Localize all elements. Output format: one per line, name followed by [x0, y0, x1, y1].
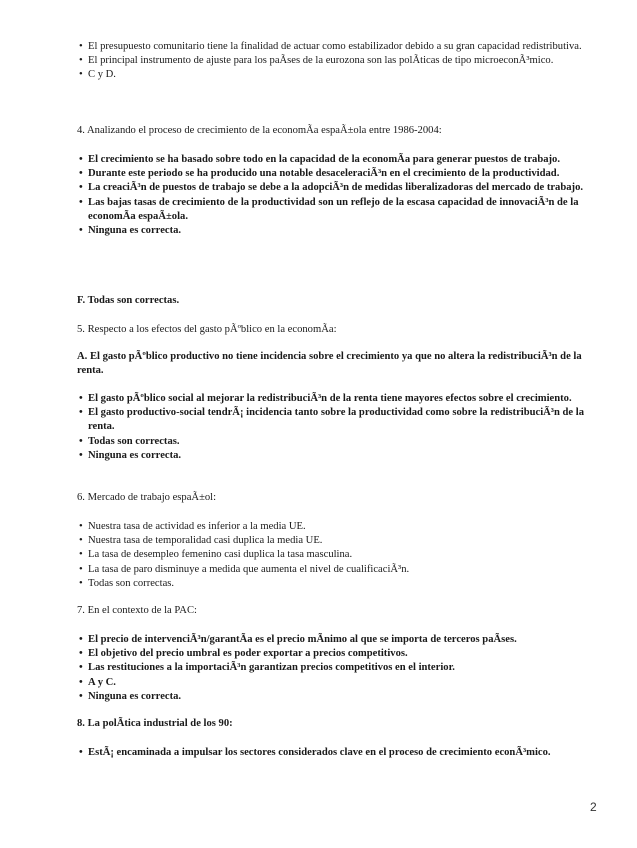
- list-item: [79, 449, 599, 463]
- list-item-text: • EstÃ¡ encaminada a impulsar los sectores considerados clave en el proceso de crecimiento econÃ³mico.: [88, 747, 551, 758]
- list-item-text: • El presupuesto comunitario tiene la finalidad de actuar como estabilizador debido a su gran capacidad redistributiva.: [88, 41, 582, 52]
- list-item: [79, 563, 599, 577]
- question-8-options: [79, 746, 599, 760]
- list-item-text: • C y D.: [88, 69, 116, 81]
- list-item: [79, 633, 599, 647]
- list-item: [79, 435, 599, 449]
- list-item-text: • Durante este periodo se ha producido una notable desaceleraciÃ³n en el crecimiento de la productividad.: [88, 168, 560, 180]
- question-4-options: [79, 153, 599, 238]
- question-5-options: [79, 392, 599, 463]
- list-item: [79, 196, 599, 224]
- list-item: [79, 577, 599, 591]
- question-4: 4. Analizando el proceso de crecimiento de la economÃa espaÃ±ola entre 1986-2004:: [77, 125, 442, 136]
- list-item-text: • La tasa de paro disminuye a medida que aumenta el nivel de cualificaciÃ³n.: [88, 563, 410, 575]
- list-item-text: • A y C.: [88, 676, 116, 688]
- list-item: [79, 661, 599, 675]
- list-item-text: • Todas son correctas.: [88, 577, 175, 589]
- question-7-options: [79, 633, 599, 704]
- question-8: 8. La polÃtica industrial de los 90:: [77, 718, 233, 729]
- list-item-text: • Todas son correctas.: [88, 435, 180, 447]
- list-item-text: • La tasa de desempleo femenino casi duplica la tasa masculina.: [88, 549, 353, 561]
- list-item: [79, 676, 599, 690]
- list-item: [79, 40, 599, 54]
- list-item-text: • El crecimiento se ha basado sobre todo en la capacidad de la economÃa para generar puestos de trabajo.: [88, 154, 560, 165]
- list-item: [79, 68, 599, 82]
- question-4-answer: F. Todas son correctas.: [77, 295, 180, 306]
- list-item: [79, 520, 599, 534]
- list-item-text: • Las restituciones a la importaciÃ³n garantizan precios competitivos en el interior.: [88, 662, 455, 674]
- question-6: 6. Mercado de trabajo espaÃ±ol:: [77, 492, 217, 503]
- question-5-option-a: A. El gasto pÃºblico productivo no tiene incidencia sobre el crecimiento ya que no altera la redistribuciÃ³n de la renta.: [77, 351, 582, 377]
- list-item-text: • El precio de intervenciÃ³n/garantÃa es el precio mÃnimo al que se importa de terceros paÃses.: [88, 634, 517, 645]
- list-item-text: • Las bajas tasas de crecimiento de la productividad son un reflejo de la escasa capacidad de innovaciÃ³n de la economÃa espaÃ±ola.: [88, 196, 579, 222]
- list-item-text: • Ninguna es correcta.: [88, 690, 182, 702]
- list-item-text: • El objetivo del precio umbral es poder exportar a precios competitivos.: [88, 648, 408, 660]
- continued-option-list: [79, 40, 599, 83]
- list-item: [79, 181, 599, 195]
- list-item-text: • El gasto pÃºblico social al mejorar la redistribuciÃ³n de la renta tiene mayores efectos sobre el crecimiento.: [88, 393, 572, 404]
- list-item: [79, 406, 599, 434]
- question-5: 5. Respecto a los efectos del gasto pÃºblico en la economÃa:: [77, 324, 337, 335]
- list-item: [79, 153, 599, 167]
- list-item: [79, 647, 599, 661]
- list-item: [79, 746, 599, 760]
- list-item: [79, 548, 599, 562]
- list-item-text: • Nuestra tasa de temporalidad casi duplica la media UE.: [88, 535, 323, 547]
- list-item-text: • El principal instrumento de ajuste para los paÃses de la eurozona son las polÃticas de tipo microeconÃ³mico.: [88, 55, 554, 67]
- list-item: [79, 54, 599, 68]
- list-item: [79, 167, 599, 181]
- list-item: [79, 534, 599, 548]
- list-item-text: • Ninguna es correcta.: [88, 225, 182, 237]
- list-item: [79, 690, 599, 704]
- list-item: [79, 392, 599, 406]
- list-item: [79, 224, 599, 238]
- list-item-text: • Ninguna es correcta.: [88, 449, 182, 461]
- page-number: 2: [590, 800, 597, 814]
- question-6-options: [79, 520, 599, 591]
- list-item-text: • La creaciÃ³n de puestos de trabajo se debe a la adopciÃ³n de medidas liberalizadoras del mercado de trabajo.: [88, 182, 584, 194]
- question-7: 7. En el contexto de la PAC:: [77, 605, 197, 616]
- list-item-text: • El gasto productivo-social tendrÃ¡ incidencia tanto sobre la productividad como sobre la redistribuciÃ³n de la renta.: [88, 407, 585, 433]
- list-item-text: • Nuestra tasa de actividad es inferior a la media UE.: [88, 521, 306, 532]
